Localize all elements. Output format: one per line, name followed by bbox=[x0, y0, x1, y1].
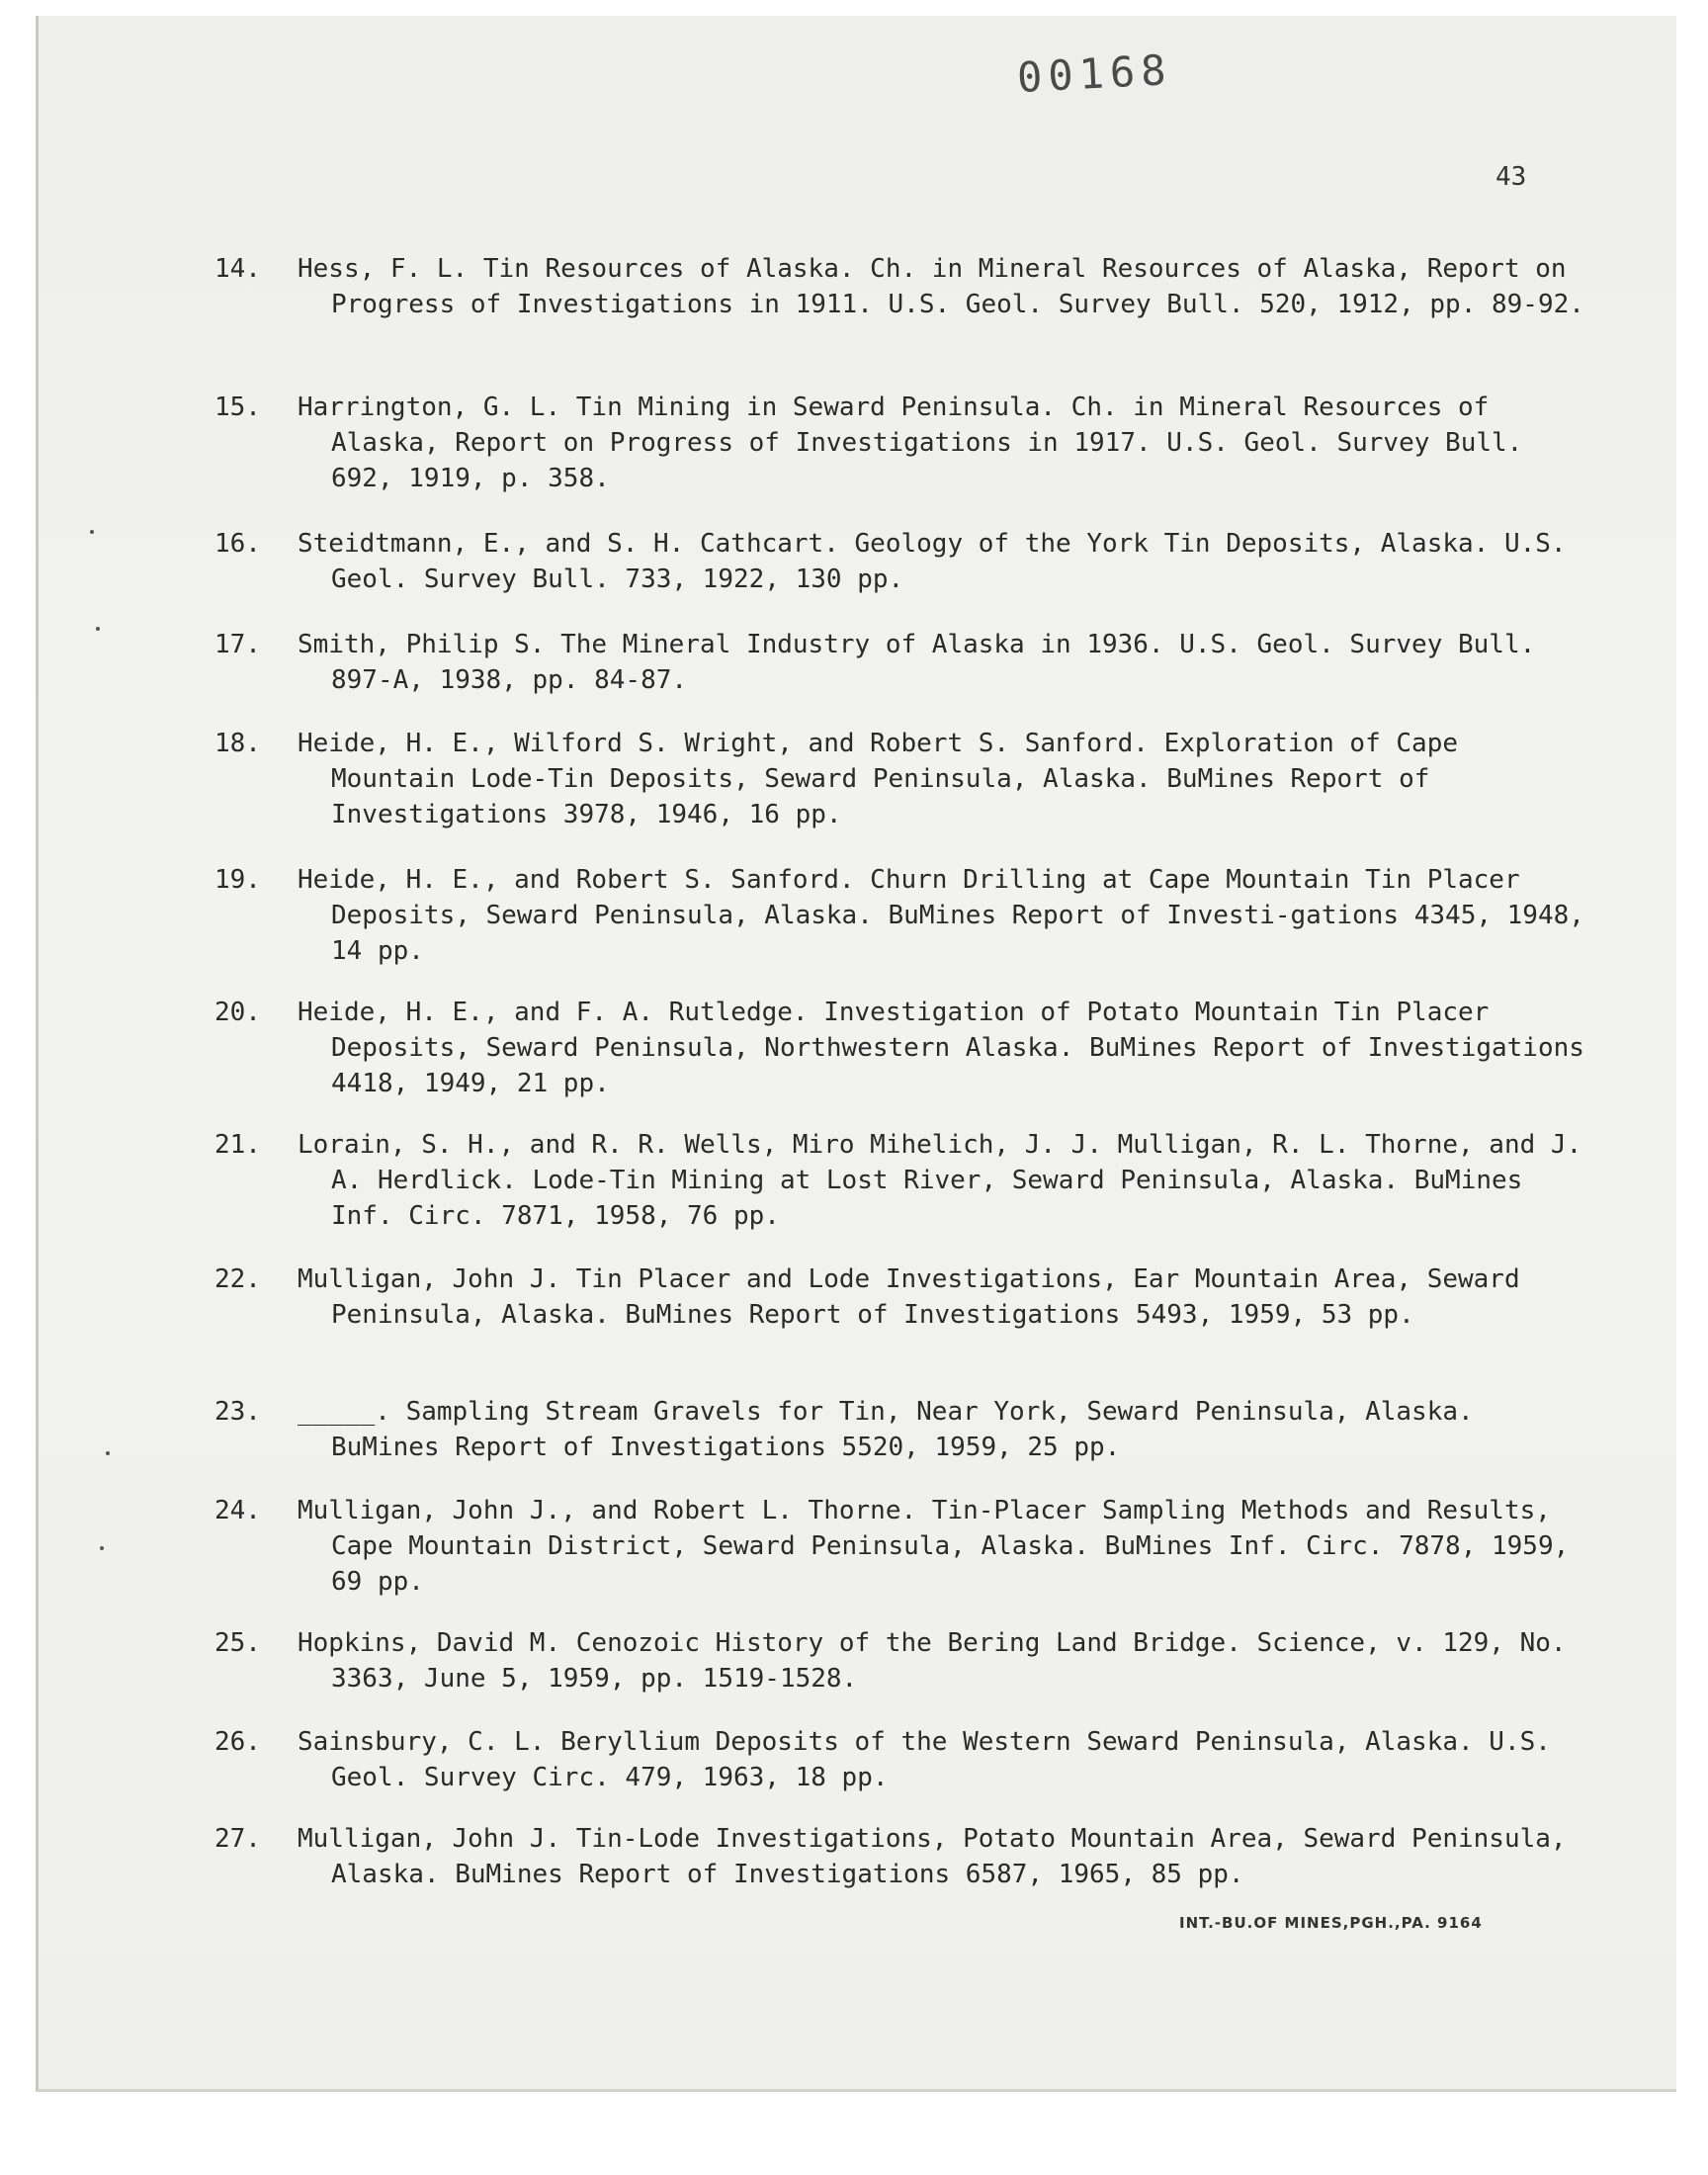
reference-text: Smith, Philip S. The Mineral Industry of Alaska in 1936. U.S. Geol. Survey Bull. 897-A, 1938, pp. 84-87. bbox=[298, 630, 1536, 695]
reference-number: 18. bbox=[214, 729, 261, 758]
reference-number: 20. bbox=[214, 998, 261, 1027]
reference-number: 14. bbox=[214, 254, 261, 284]
document-page bbox=[36, 16, 1676, 2092]
reference-text: _____. Sampling Stream Gravels for Tin, Near York, Seward Peninsula, Alaska. BuMines Report of Investigations 5520, 1959, 25 pp. bbox=[298, 1397, 1474, 1462]
reference-number: 24. bbox=[214, 1496, 261, 1525]
reference-number: 15. bbox=[214, 392, 261, 422]
scan-speck bbox=[96, 627, 100, 631]
reference-text: Heide, H. E., Wilford S. Wright, and Robert S. Sanford. Exploration of Cape Mountain Lode-Tin Deposits, Seward Peninsula, Alaska. BuMines Report of Investigations 3978, 1946, 16 pp. bbox=[298, 729, 1458, 829]
reference-text: Lorain, S. H., and R. R. Wells, Miro Mihelich, J. J. Mulligan, R. L. Thorne, and J. A. Herdlick. Lode-Tin Mining at Lost River, Seward Peninsula, Alaska. BuMines Inf. Circ. 7871, 1958, 76 pp. bbox=[298, 1130, 1582, 1231]
reference-number: 27. bbox=[214, 1824, 261, 1854]
archive-number-stamp: 00168 bbox=[1015, 44, 1173, 103]
scan-speck bbox=[106, 1451, 110, 1455]
reference-text: Hess, F. L. Tin Resources of Alaska. Ch. in Mineral Resources of Alaska, Report on Progress of Investigations in 1911. U.S. Geol. Survey Bull. 520, 1912, pp. 89-92. bbox=[298, 254, 1584, 319]
printer-code-footer: INT.-BU.OF MINES,PGH.,PA. 9164 bbox=[1179, 1914, 1483, 1932]
scan-speck bbox=[90, 530, 94, 534]
reference-text: Hopkins, David M. Cenozoic History of the Bering Land Bridge. Science, v. 129, No. 3363, June 5, 1959, pp. 1519-1528. bbox=[298, 1628, 1567, 1694]
reference-text: Sainsbury, C. L. Beryllium Deposits of the Western Seward Peninsula, Alaska. U.S. Geol. Survey Circ. 479, 1963, 18 pp. bbox=[298, 1727, 1551, 1792]
reference-number: 21. bbox=[214, 1130, 261, 1160]
reference-text: Mulligan, John J., and Robert L. Thorne. Tin-Placer Sampling Methods and Results, Cape Mountain District, Seward Peninsula, Alaska. BuMines Inf. Circ. 7878, 1959, 69 pp. bbox=[298, 1496, 1570, 1597]
reference-text: Heide, H. E., and F. A. Rutledge. Investigation of Potato Mountain Tin Placer Deposits, Seward Peninsula, Northwestern Alaska. BuMines Report of Investigations 4418, 1949, 21 pp. bbox=[298, 998, 1584, 1098]
reference-number: 16. bbox=[214, 529, 261, 559]
scan-speck bbox=[100, 1546, 104, 1550]
reference-number: 19. bbox=[214, 865, 261, 895]
reference-number: 23. bbox=[214, 1397, 261, 1427]
reference-text: Harrington, G. L. Tin Mining in Seward Peninsula. Ch. in Mineral Resources of Alaska, Report on Progress of Investigations in 1917. U.S. Geol. Survey Bull. 692, 1919, p. 358. bbox=[298, 392, 1523, 493]
reference-number: 25. bbox=[214, 1628, 261, 1658]
reference-number: 26. bbox=[214, 1727, 261, 1757]
reference-text: Mulligan, John J. Tin-Lode Investigations, Potato Mountain Area, Seward Peninsula, Alaska. BuMines Report of Investigations 6587, 1965, 85 pp. bbox=[298, 1824, 1567, 1889]
reference-text: Heide, H. E., and Robert S. Sanford. Churn Drilling at Cape Mountain Tin Placer Deposits, Seward Peninsula, Alaska. BuMines Report of Investi-gations 4345, 1948, 14 pp. bbox=[298, 865, 1584, 966]
page-number: 43 bbox=[1495, 162, 1527, 192]
reference-number: 22. bbox=[214, 1264, 261, 1294]
reference-text: Steidtmann, E., and S. H. Cathcart. Geology of the York Tin Deposits, Alaska. U.S. Geol. Survey Bull. 733, 1922, 130 pp. bbox=[298, 529, 1567, 594]
reference-text: Mulligan, John J. Tin Placer and Lode Investigations, Ear Mountain Area, Seward Peninsula, Alaska. BuMines Report of Investigations 5493, 1959, 53 pp. bbox=[298, 1264, 1520, 1330]
reference-number: 17. bbox=[214, 630, 261, 659]
